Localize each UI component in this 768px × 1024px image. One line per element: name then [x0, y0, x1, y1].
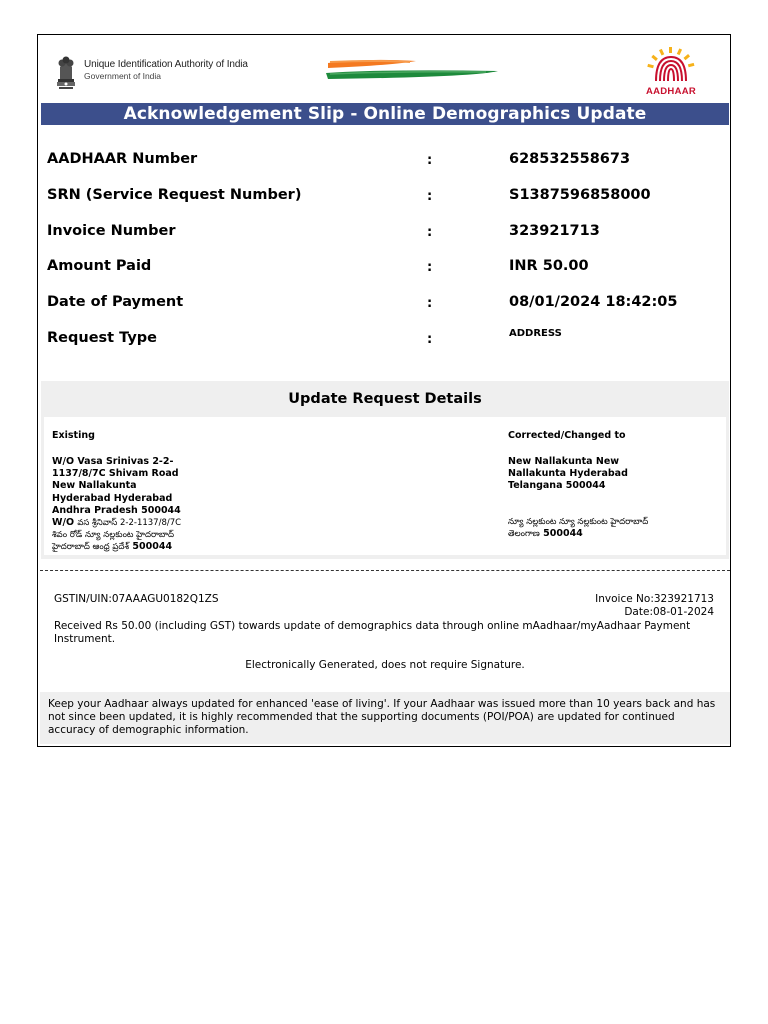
- field-separator: :: [427, 260, 433, 276]
- cut-line-divider: [40, 570, 730, 571]
- info-row-srn: [47, 187, 727, 223]
- invoice-no: Invoice No:323921713: [595, 593, 714, 605]
- government-name: Government of India: [84, 71, 162, 81]
- title-bar: [41, 103, 729, 125]
- address-line: Telangana 500044: [508, 480, 606, 492]
- info-row-invoice-number: [47, 223, 727, 259]
- field-separator: :: [427, 153, 433, 168]
- address-line: Hyderabad Hyderabad: [52, 492, 173, 504]
- changed-address-local: [508, 516, 708, 540]
- aadhaar-logo-text: AADHAAR: [645, 86, 697, 97]
- address-pin: 500044: [543, 528, 583, 540]
- field-label: SRN (Service Request Number): [47, 186, 302, 203]
- info-row-aadhaar-number: [47, 151, 727, 187]
- address-local-text: హైదరాబాద్ ఆంధ్ర ప్రదేశ్: [52, 542, 130, 553]
- aadhaar-logo: [632, 45, 710, 97]
- address-line: 1137/8/7C Shivam Road: [52, 468, 179, 480]
- existing-address: [52, 456, 232, 554]
- slip-header: [38, 35, 730, 103]
- address-line: New Nallakunta New: [508, 456, 620, 467]
- authority-name: Unique Identification Authority of India: [84, 59, 248, 70]
- field-value: ADDRESS: [509, 327, 562, 339]
- slip-title: Acknowledgement Slip - Online Demographics Update: [123, 104, 647, 124]
- gstin-text: GSTIN/UIN:07AAAGU0182Q1ZS: [54, 593, 219, 605]
- field-label: Date of Payment: [47, 294, 184, 311]
- address-local-text: వస శ్రీనివాస్ 2-2-1137/8/7C: [77, 518, 182, 529]
- address-local-line: శివం రోడ్ న్యూ నల్లకుంట హైదరాబాద్: [52, 530, 175, 541]
- info-row-date-of-payment: [47, 294, 727, 330]
- field-value: 08/01/2024 18:42:05: [509, 294, 678, 311]
- field-value: 323921713: [509, 222, 600, 239]
- address-line: Nallakunta Hyderabad: [508, 468, 628, 480]
- invoice-info: [595, 593, 714, 619]
- info-table: [47, 151, 727, 366]
- field-label: Request Type: [47, 329, 157, 346]
- update-details-body: [44, 417, 726, 555]
- update-details-title: Update Request Details: [288, 391, 482, 407]
- address-local-line: [508, 528, 708, 540]
- field-value: 628532558673: [509, 151, 631, 167]
- info-row-request-type: [47, 327, 727, 366]
- field-label: Invoice Number: [47, 222, 176, 239]
- field-label: AADHAAR Number: [47, 151, 198, 167]
- national-emblem-icon: [54, 53, 78, 91]
- changed-address: [508, 456, 708, 493]
- field-label: Amount Paid: [47, 258, 152, 275]
- tricolour-brush-icon: [326, 57, 506, 85]
- existing-label: Existing: [52, 430, 95, 441]
- aadhaar-sun-icon: [632, 45, 710, 87]
- field-value: INR 50.00: [509, 258, 589, 275]
- field-separator: :: [427, 331, 433, 347]
- address-line: New Nallakunta: [52, 480, 137, 492]
- update-request-details: [41, 381, 729, 559]
- acknowledgement-slip: [37, 34, 731, 747]
- address-local-line: న్యూ నల్లకుంట న్యూ నల్లకుంట హైదరాబాద్: [508, 517, 649, 527]
- address-line: Andhra Pradesh 500044: [52, 504, 181, 516]
- info-row-amount-paid: [47, 258, 727, 294]
- address-local-text: తెలంగాణ: [508, 529, 540, 540]
- field-value: S1387596858000: [509, 186, 651, 203]
- address-prefix: W/O: [52, 517, 75, 529]
- field-separator: :: [427, 296, 433, 312]
- address-local-line: [52, 517, 232, 529]
- address-line: W/O Vasa Srinivas 2-2-: [52, 456, 174, 467]
- field-separator: :: [427, 224, 433, 240]
- signature-note: Electronically Generated, does not require Signature.: [245, 659, 525, 671]
- footer-note: Keep your Aadhaar always updated for enhanced 'ease of living'. If your Aadhaar was issued more than 10 years back and has not since been updated, it is highly recommended that the supporting documents (POI/POA) are updated for continued accuracy of demographic information.: [40, 692, 730, 744]
- address-pin: 500044: [132, 541, 173, 553]
- invoice-date: Date:08-01-2024: [624, 606, 714, 618]
- payment-received-text: Received Rs 50.00 (including GST) towards update of demographics data through online mAadhaar/myAadhaar Payment Instrument.: [54, 620, 691, 645]
- uidai-name-block: [84, 59, 248, 81]
- address-local-line: [52, 541, 232, 553]
- changed-label: Corrected/Changed to: [508, 430, 626, 441]
- field-separator: :: [427, 188, 433, 204]
